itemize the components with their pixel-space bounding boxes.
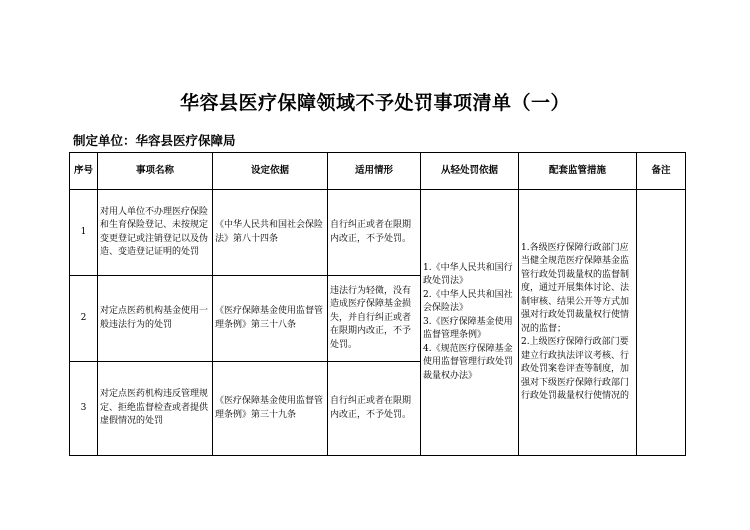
- header-cell-item-name: 事项名称: [98, 153, 213, 190]
- lenient-penalty-basis: 1.《中华人民共和国行政处罚法》 2.《中华人民共和国社会保险法》 3.《医疗保障基金使用监督管理条例》 4.《规范医疗保障基金使用监督管理行政处罚裁量权办法》: [421, 190, 519, 456]
- item-name: 对用人单位不办理医疗保险和生育保险登记、未按规定变更登记或注销登记以及伪造、变造登记证明的处罚: [98, 190, 213, 276]
- applicable-situation: 自行纠正或者在限期内改正，不予处罚。: [328, 190, 421, 276]
- applicable-situation: 违法行为轻微，没有造成医疗保障基金损失，并自行纠正或者在限期内改正，不予处罚。: [328, 276, 421, 362]
- table-row: [70, 190, 686, 276]
- header-cell-lenient-basis: 从轻处罚依据: [421, 153, 519, 190]
- setting-basis: 《医疗保障基金使用监督管理条例》第三十八条: [213, 276, 328, 362]
- header-cell-measures: 配套监管措施: [519, 153, 637, 190]
- supervision-measures: 1.各级医疗保障行政部门应当健全规范医疗保障基金监管行政处罚裁量权的监督制度，通过开展集体讨论、法制审核、结果公开等方式加强对行政处罚裁量权行使情况的监督； 2.上级医疗保障行政部门要建立行政执法评议考核、行政处罚案卷评查等制度，加强对下级医疗保障行政部门行政处罚裁量权行使情况的: [519, 190, 637, 456]
- row-number: 2: [70, 276, 98, 362]
- table-header-row: [70, 153, 686, 190]
- header-cell-no: 序号: [70, 153, 98, 190]
- setting-basis: 《医疗保障基金使用监督管理条例》第三十九条: [213, 362, 328, 456]
- document-title: 华容县医疗保障领域不予处罚事项清单（一）: [179, 92, 570, 114]
- applicable-situation: 自行纠正或者在限期内改正，不予处罚。: [328, 362, 421, 456]
- issuing-unit-label: 制定单位：华容县医疗保障局: [73, 133, 236, 148]
- exemption-list-table: [69, 152, 686, 456]
- row-number: 3: [70, 362, 98, 456]
- setting-basis: 《中华人民共和国社会保险法》第八十四条: [213, 190, 328, 276]
- header-cell-remarks: 备注: [637, 153, 686, 190]
- header-cell-situation: 适用情形: [328, 153, 421, 190]
- header-cell-basis: 设定依据: [213, 153, 328, 190]
- row-number: 1: [70, 190, 98, 276]
- item-name: 对定点医药机构基金使用一般违法行为的处罚: [98, 276, 213, 362]
- remarks: [637, 190, 686, 456]
- item-name: 对定点医药机构违反管理规定、拒绝监督检查或者提供虚假情况的处罚: [98, 362, 213, 456]
